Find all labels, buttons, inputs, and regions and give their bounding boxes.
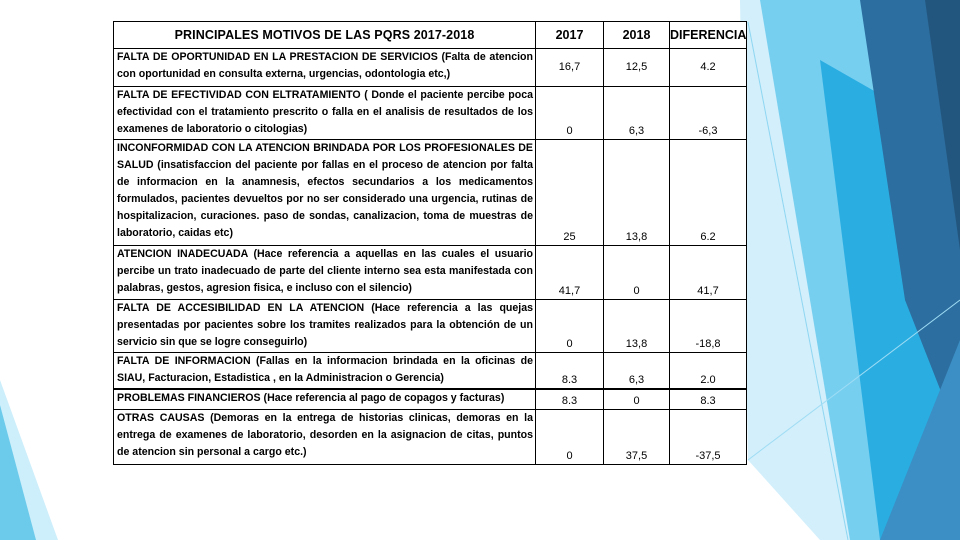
cell-2018: 6,3 — [604, 353, 670, 389]
cell-2017: 25 — [536, 140, 604, 246]
cell-diferencia: -37,5 — [670, 410, 747, 465]
row-description: ATENCION INADECUADA (Hace referencia a aquellas en las cuales el usuario percibe un trato inadecuado de parte del cliente interno sea esta manifestada con palabras, gestos, agresion fisica, e incluso con el silencio) — [114, 246, 536, 300]
row-description: FALTA DE EFECTIVIDAD CON ELTRATAMIENTO ( Donde el paciente percibe poca efectividad con el tratamiento prescrito o falla en el analisis de resultados de los examenes de laboratorio o citologias) — [114, 87, 536, 140]
cell-2017: 8.3 — [536, 389, 604, 410]
cell-diferencia: -18,8 — [670, 300, 747, 353]
table-row — [114, 410, 747, 465]
cell-2017: 0 — [536, 300, 604, 353]
cell-diferencia: 2.0 — [670, 353, 747, 389]
cell-2018: 13,8 — [604, 140, 670, 246]
cell-2017: 0 — [536, 87, 604, 140]
header-2018: 2018 — [604, 22, 670, 49]
cell-2018: 0 — [604, 389, 670, 410]
header-diferencia: DIFERENCIA — [670, 22, 747, 49]
cell-2018: 12,5 — [604, 49, 670, 87]
cell-diferencia: 6.2 — [670, 140, 747, 246]
header-row — [114, 22, 747, 49]
cell-diferencia: 41,7 — [670, 246, 747, 300]
cell-2017: 0 — [536, 410, 604, 465]
header-2017: 2017 — [536, 22, 604, 49]
table-row — [114, 389, 747, 410]
table-row — [114, 49, 747, 87]
row-description: FALTA DE ACCESIBILIDAD EN LA ATENCION (Hace referencia a las quejas presentadas por pacientes sobre los tramites realizados para la obtención de un servicio sin que se logre conseguirlo) — [114, 300, 536, 353]
row-description: FALTA DE INFORMACION (Fallas en la informacion brindada en la oficinas de SIAU, Facturacion, Estadistica , en la Administracion o Gerencia) — [114, 353, 536, 389]
row-description: OTRAS CAUSAS (Demoras en la entrega de historias clinicas, demoras en la entrega de examenes de laboratorio, desorden en la asignacion de citas, puntos de atencion sin personal a cargo etc.) — [114, 410, 536, 465]
pqrs-table — [113, 21, 747, 465]
cell-diferencia: -6,3 — [670, 87, 747, 140]
table-row — [114, 353, 747, 389]
pqrs-table-card — [113, 21, 747, 462]
row-description: PROBLEMAS FINANCIEROS (Hace referencia al pago de copagos y facturas) — [114, 389, 536, 410]
cell-2017: 8.3 — [536, 353, 604, 389]
header-motive: PRINCIPALES MOTIVOS DE LAS PQRS 2017-2018 — [114, 22, 536, 49]
cell-diferencia: 4.2 — [670, 49, 747, 87]
cell-2018: 0 — [604, 246, 670, 300]
table-row — [114, 300, 747, 353]
cell-2018: 13,8 — [604, 300, 670, 353]
cell-2017: 41,7 — [536, 246, 604, 300]
cell-2018: 37,5 — [604, 410, 670, 465]
row-description: INCONFORMIDAD CON LA ATENCION BRINDADA POR LOS PROFESIONALES DE SALUD (insatisfaccion del paciente por fallas en el proceso de atencion por falta de informacion en la anamnesis, efectos secundarios a los medicamentos formulados, pacientes devueltos por no ser considerado una urgencia, rutinas de hospitalizacion, curaciones. paso de sondas, canalizacion, toma de muestras de laboratorio, caidas etc) — [114, 140, 536, 246]
table-row — [114, 87, 747, 140]
cell-2017: 16,7 — [536, 49, 604, 87]
row-description: FALTA DE OPORTUNIDAD EN LA PRESTACION DE SERVICIOS (Falta de atencion con oportunidad en consulta externa, urgencias, odontologia etc,) — [114, 49, 536, 87]
table-row — [114, 140, 747, 246]
cell-2018: 6,3 — [604, 87, 670, 140]
table-row — [114, 246, 747, 300]
cell-diferencia: 8.3 — [670, 389, 747, 410]
